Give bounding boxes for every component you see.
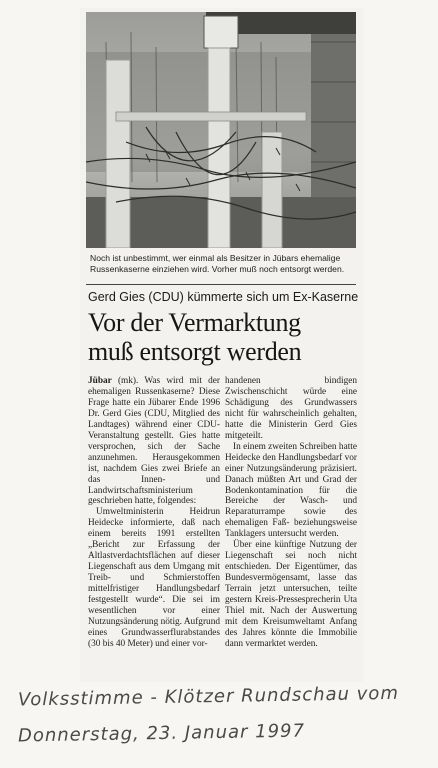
headline-line-1: Vor der Vermarktung — [88, 308, 301, 337]
article-headline — [88, 308, 358, 366]
handwritten-date-note: Donnerstag, 23. Januar 1997 — [17, 720, 306, 747]
divider-line — [86, 284, 356, 285]
article-photo — [86, 12, 356, 248]
paragraph-text: (mk). Was wird mit der ehemaligen Russenkaserne? Diese Frage hatte ein Jübarer Ende 1996 Dr. Gerd Gies (CDU, Mitglied des Landtages) während einer CDU-Veranstaltung gestellt. Gies hatte versprochen, sich der Sache anzunehmen. Herausgekommen ist, nachdem Gies zwei Briefe an das Innen- und Landwirtschaftsministerium geschrieben hatte, folgendes: — [88, 376, 220, 507]
article-kicker: Gerd Gies (CDU) kümmerte sich um Ex-Kaserne — [88, 290, 359, 304]
barbed-wire-photo — [86, 12, 356, 248]
paragraph: Umweltministerin Heidrun Heidecke informierte, daß nach einem bereits 1991 erstellten „Bericht zur Erfassung der Altlastverdachtsflächen auf dieser Liegenschaft aus dem Umgang mit Treib- und Schmierstoffen mittelfristiger Handlungsbedarf festgestellt wurde“. Die sei im wesentlichen vor einer Nutzungsänderung nötig. Aufgrund eines Grundwasserflurabstandes (30 bis 40 Meter) und einer vor- — [88, 507, 220, 649]
sign-board — [204, 16, 238, 48]
paragraph: handenen bindigen Zwischenschicht würde eine Schädigung des Grundwassers nicht für wahrscheinlich gehalten, hatte die Ministerin Gerd Gies mitgeteilt. — [225, 376, 357, 441]
headline-line-2: muß entsorgt werden — [88, 337, 302, 366]
paragraph: Über eine künftige Nutzung der Liegenschaft sei noch nicht entschieden. Der Eigentümer, das Bundesvermögensamt, lasse das Terrain jetzt untersuchen, teilte gestern Kreis-Pressesprecherin Uta Thiel mit. Nach der Auswertung mit dem Kreisumweltamt Anfang des Jahres könnte die Immobilie dann vermarktet werden. — [225, 540, 357, 649]
paragraph: In einem zweiten Schreiben hatte Heidecke den Handlungsbedarf vor einer Nutzungsänderung präzisiert. Danach müßten Art und Grad der Bodenkontamination für die Bereiche der Wasch- und Reparaturrampe sowie des ehemaligen Faß- beziehungsweise Tanklagers untersucht werden. — [225, 441, 357, 540]
photo-caption: Noch ist unbestimmt, wer einmal als Besitzer in Jübars ehemalige Russenkaserne einziehen wird. Vorher muß noch entsorgt werden. — [90, 253, 345, 274]
paragraph — [88, 376, 220, 507]
handwritten-source-note: Volksstimme - Klötzer Rundschau vom — [17, 682, 400, 711]
article-column-right — [225, 376, 357, 650]
article-column-left — [88, 376, 220, 650]
dateline: Jübar — [88, 376, 112, 386]
